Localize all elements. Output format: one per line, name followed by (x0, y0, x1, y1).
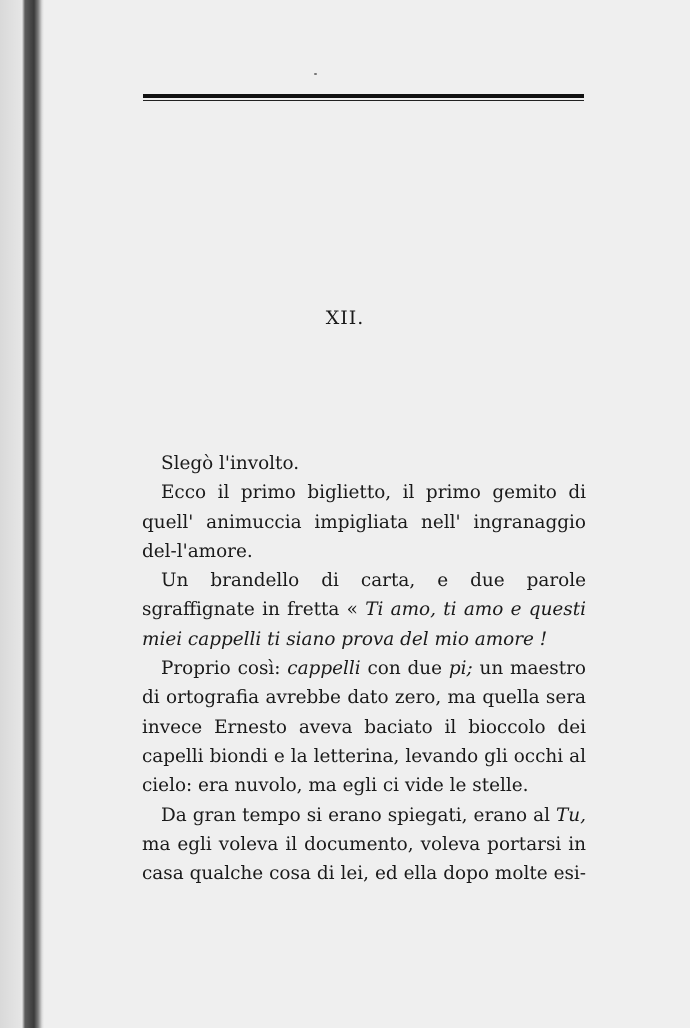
paragraph-1-text: Slegò l'involto. (161, 453, 300, 474)
paragraph-5-text-b: ma egli voleva il documento, voleva portarsi in casa qualche cosa di lei, ed ella dopo molte esi- (142, 833, 586, 885)
paragraph-2-text: Ecco il primo biglietto, il primo gemito di quell' animuccia impigliata nell' ingranaggio del-l'amore. (142, 482, 586, 562)
header-rule (143, 94, 584, 101)
paragraph-3-quote: Ti amo, ti amo e questi miei cappelli ti siano prova del mio amore ! (142, 599, 587, 650)
paragraph-4-word-cappelli: cappelli (287, 658, 361, 680)
paragraph-4 (142, 654, 586, 800)
paragraph-3-text: Un brandello di carta, e due parole sgraffignate in fretta « (142, 570, 586, 621)
paragraph-1 (142, 449, 586, 478)
paragraph-4-text-b: con due (360, 658, 449, 680)
paragraph-5-text-a: Da gran tempo si erano spiegati, erano al (161, 804, 557, 826)
paragraph-5-word-tu: Tu, (556, 804, 586, 826)
paragraph-4-text-a: Proprio così: (161, 658, 288, 680)
paragraph-5 (142, 801, 586, 889)
chapter-number: XII. (325, 307, 365, 329)
paragraph-3 (142, 566, 586, 654)
paragraph-2 (142, 478, 586, 566)
paragraph-4-word-pi: pi; (448, 658, 473, 680)
paragraph-4-text-c: un maestro di ortografia avrebbe dato zero, ma quella sera invece Ernesto aveva baciato il bioccolo dei capelli biondi e la letterina, levando gli occhi al cielo: era nuvolo, ma egli ci vide le stelle. (142, 658, 586, 797)
body-text (142, 449, 586, 888)
header-rule-thick (143, 94, 584, 98)
paper-speck (314, 73, 317, 75)
header-rule-thin (143, 100, 584, 101)
book-binding-edge (0, 0, 44, 1028)
